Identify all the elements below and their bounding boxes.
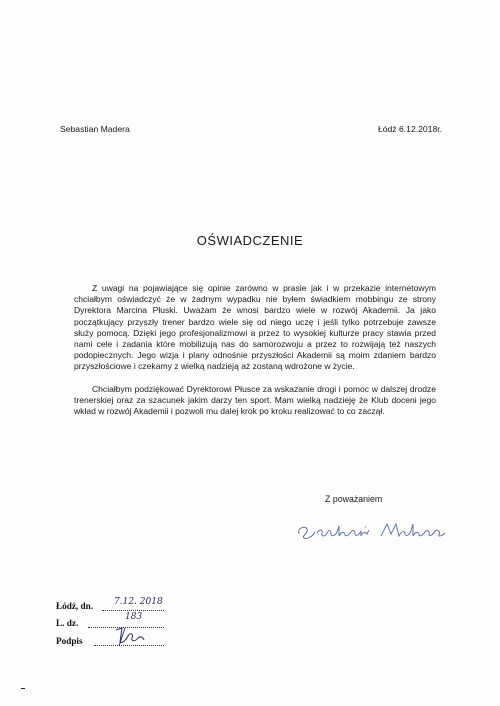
place-and-date: Łódź 6.12.2018r.: [377, 124, 442, 134]
registry-date-label: Łódź, dn.: [56, 601, 94, 611]
document-title: OŚWIADCZENIE: [196, 233, 304, 248]
body-paragraph-2: Chciałbym podziękować Dyrektorowi Płusce za wskazanie drogi i pomoc w dalszej drodze trenerskiej oraz za szacunek jakim darzy ten sport. Mam wielką nadzieję że Klub doceni jego wkład w rozwój Akademii i pozwoli mu dalej krok po kroku realizować to co zaczął.: [74, 383, 436, 417]
document-body: [74, 283, 436, 428]
registry-date-row: [56, 601, 93, 611]
registry-number-label: L. dz.: [56, 618, 79, 628]
registry-signature: [110, 624, 150, 648]
author-name: Sebastian Madera: [60, 124, 130, 134]
registry-signature-row: [56, 636, 83, 646]
registry-number-value: 183: [125, 612, 143, 622]
author-signature: [295, 516, 455, 544]
registry-number-row: [56, 618, 78, 628]
closing-phrase: Z poważaniem: [325, 494, 383, 504]
registry-signature-label: Podpis: [56, 636, 83, 646]
body-paragraph-1: Z uwagi na pojawiające się opinie zarówno w prasie jak i w przekazie internetowym chciałbym oświadczyć że w żadnym wypadku nie byłem świadkiem mobbingu ze strony Dyrektora Marcina Płuski. Uważam że wnosi bardzo wiele w rozwój Akademii. Ja jako początkujący przyszły trener bardzo wiele się od niego uczę i jeśli tylko potrzebuje zawsze służy pomocą. Dzięki jego profesjonalizmowi a przez to wysokiej kulturze pracy stawia przed nami cele i zadania które mobilizują nas do samorozwoju a przez to rozwijają też naszych podopiecznych. Jego wizja i plany odnośnie przyszłości Akademii są moim zdaniem bardzo przyszłościowe i czekamy z wielką nadzieją aż zostaną wdrożone w życie.: [74, 283, 436, 372]
registry-date-value: 7.12. 2018: [114, 597, 163, 607]
scan-mark: [21, 688, 25, 689]
